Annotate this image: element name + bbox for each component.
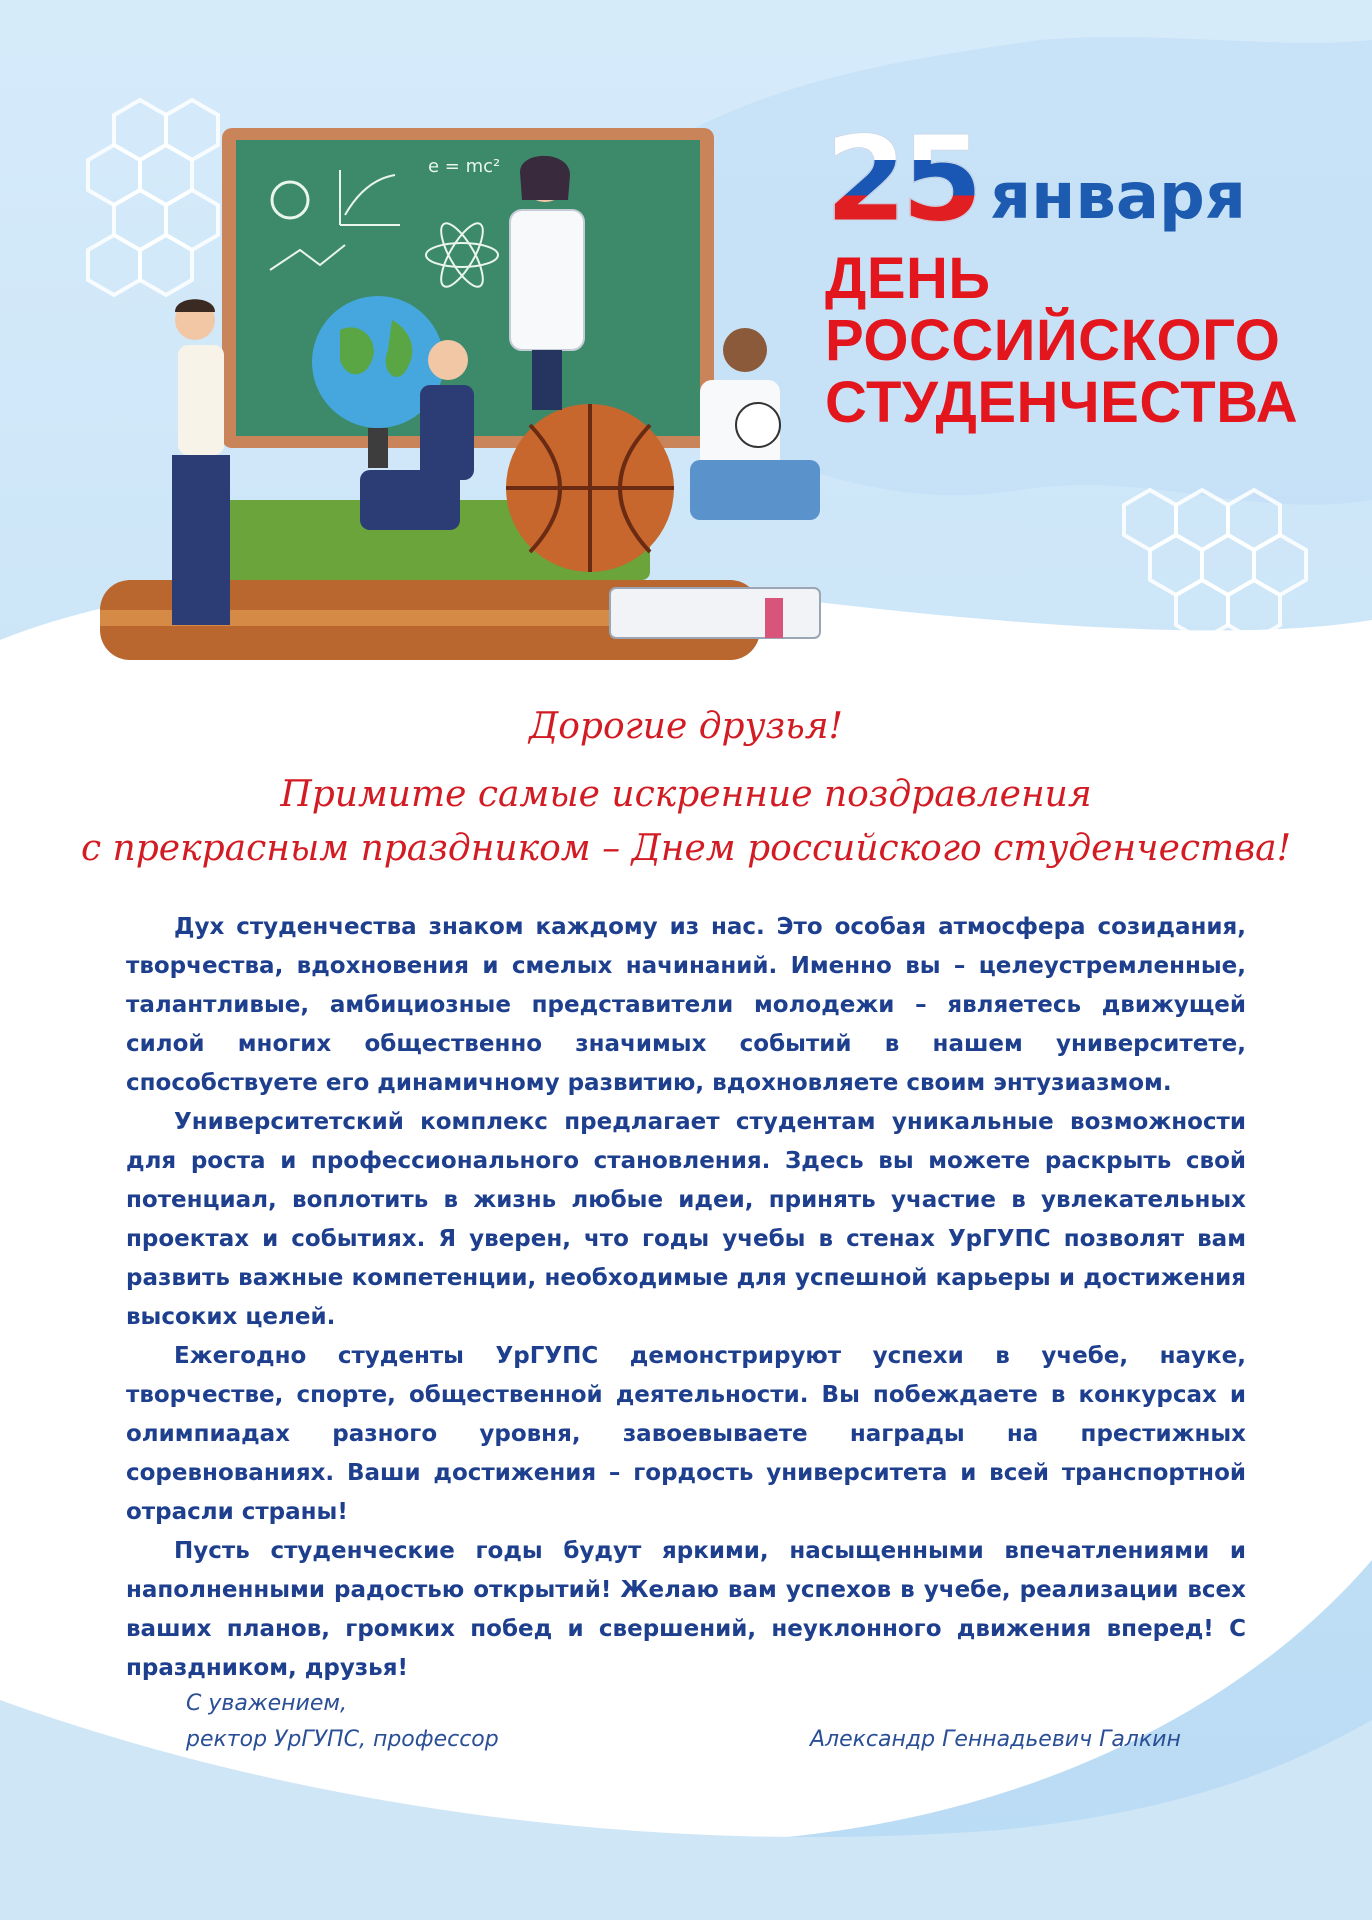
date-month: января [990, 160, 1246, 234]
paragraph: Пусть студенческие годы будут яркими, насыщенными впечатлениями и наполненными радостью открытий! Желаю вам успехов в учебе, реализации всех ваших планов, громких побед и свершений, неуклонного движения вперед! С праздником, друзья! [126, 1538, 1246, 1681]
board-formula: e = mc² [428, 156, 501, 177]
holiday-title [825, 248, 1345, 434]
paragraph: Университетский комплекс предлагает студентам уникальные возможности для роста и профессионального становления. Здесь вы можете раскрыть свой потенциал, воплотить в жизнь любые идеи, принять участие в увлекательных проектах и событиях. Я уверен, что годы учебы в стенах УрГУПС позволят вам развить важные компетенции, необходимые для успешной карьеры и достижения высоких целей. [126, 1109, 1246, 1330]
congratulation-text [126, 908, 1246, 1688]
greeting-line: Дорогие друзья! [528, 706, 844, 747]
greeting-line: с прекрасным праздником – Днем российского студенчества! [80, 828, 1292, 869]
signature-position: ректор УрГУПС, профессор [186, 1727, 499, 1752]
holiday-title-line: СТУДЕНЧЕСТВА [825, 370, 1299, 435]
greeting-line: Примите самые искренние поздравления [280, 774, 1092, 815]
holiday-title-line: ДЕНЬ [825, 246, 991, 311]
signature-regards: С уважением, [186, 1691, 347, 1716]
paragraph: Ежегодно студенты УрГУПС демонстрируют успехи в учебе, науке, творчестве, спорте, общественной деятельности. Вы побеждаете в конкурсах и олимпиадах разного уровня, завоевываете награды на престижных соревнованиях. Ваши достижения – гордость университета и всей транспортной отрасли страны! [126, 1343, 1246, 1525]
signature-title [186, 1686, 499, 1758]
date-day: 25 [825, 110, 978, 248]
holiday-title-line: РОССИЙСКОГО [825, 308, 1281, 373]
signature-name: Александр Геннадьевич Галкин [810, 1727, 1181, 1752]
paragraph: Дух студенчества знаком каждому из нас. Это особая атмосфера созидания, творчества, вдохновения и смелых начинаний. Именно вы – целеустремленные, талантливые, амбициозные представители молодежи – являетесь движущей силой многих общественно значимых событий в нашем университете, способствуете его динамичному развитию, вдохновляете своим энтузиазмом. [126, 914, 1246, 1096]
